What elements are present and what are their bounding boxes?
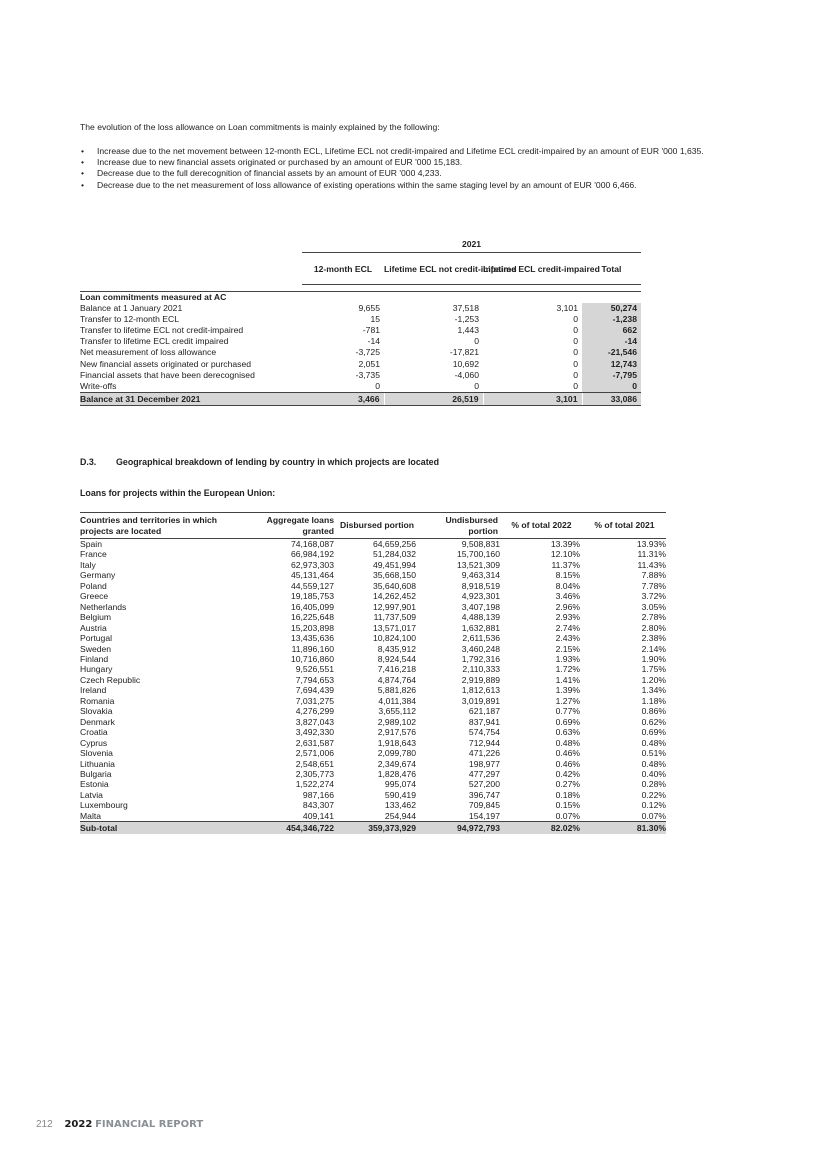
cell-value: -781: [362, 325, 380, 336]
cell-value: 8,924,544: [377, 653, 416, 664]
row-label: Financial assets that have been derecognised: [80, 369, 255, 380]
cell-value: -3,735: [355, 369, 380, 380]
cell-value: 2,099,780: [377, 748, 416, 759]
cell-value: 590,419: [384, 789, 416, 800]
cell-value: 0: [573, 314, 578, 325]
cell-value: 15,203,898: [290, 622, 334, 633]
year-header: 2021: [302, 236, 641, 253]
cell-value: 1,632,881: [461, 622, 500, 633]
country-name: Lithuania: [80, 758, 115, 769]
section-title: Geographical breakdown of lending by country in which projects are located: [116, 457, 440, 467]
cell-value: 2,571,006: [295, 748, 334, 759]
cell-value: 81.30%: [583, 822, 666, 835]
table-row: [80, 336, 641, 347]
cell-value: 0.69%: [641, 727, 666, 738]
cell-value: -3,725: [355, 347, 380, 358]
country-name: Finland: [80, 653, 109, 664]
subsection-heading: Loans for projects within the European Union:: [80, 488, 276, 498]
cell-value: 2,917,576: [377, 727, 416, 738]
cell-value: 3,827,043: [295, 716, 334, 727]
cell-value: 35,668,150: [372, 570, 416, 581]
country-name: Latvia: [80, 789, 103, 800]
cell-value: 13.93%: [636, 539, 666, 549]
table-row: [80, 769, 666, 779]
balance-row: [80, 392, 641, 405]
cell-value: -17,821: [449, 347, 479, 358]
row-label: Write-offs: [80, 380, 117, 391]
cell-value: 10,716,860: [290, 653, 334, 664]
cell-value: 4,276,299: [295, 706, 334, 717]
cell-value: 0.28%: [641, 779, 666, 790]
cell-value: -1,253: [454, 314, 479, 325]
cell-value: 13,435,636: [290, 633, 334, 644]
cell-value: 7.88%: [641, 570, 666, 581]
country-name: Croatia: [80, 727, 108, 738]
row-label: Transfer to 12-month ECL: [80, 314, 180, 325]
country-name: Estonia: [80, 779, 109, 790]
row-label: Balance at 1 January 2021: [80, 303, 183, 314]
table-row: [80, 717, 666, 727]
table-row: [80, 633, 666, 643]
table-row: [80, 314, 641, 325]
cell-value: -1,238: [582, 314, 641, 325]
cell-value: 154,197: [468, 810, 500, 821]
cell-value: 837,941: [468, 716, 500, 727]
country-name: Austria: [80, 622, 107, 633]
cell-value: 66,984,192: [290, 549, 334, 560]
section-label: Loan commitments measured at AC: [80, 292, 302, 304]
table-row: [80, 347, 641, 358]
cell-value: 0.07%: [641, 810, 666, 821]
cell-value: 8.04%: [555, 580, 580, 591]
cell-value: 0.40%: [641, 768, 666, 779]
cell-value: 662: [582, 325, 641, 336]
cell-value: 2,919,889: [461, 674, 500, 685]
cell-value: 9,526,551: [295, 664, 334, 675]
cell-value: 26,519: [384, 392, 483, 405]
column-header: Disbursed portion: [334, 513, 416, 539]
cell-value: 3,407,198: [461, 601, 500, 612]
cell-value: 0.48%: [641, 737, 666, 748]
table-row: [80, 779, 666, 789]
cell-value: 64,659,256: [372, 539, 416, 549]
cell-value: 0: [573, 369, 578, 380]
cell-value: 995,074: [384, 779, 416, 790]
cell-value: 198,977: [468, 758, 500, 769]
cell-value: 527,200: [468, 779, 500, 790]
cell-value: 7,031,275: [295, 695, 334, 706]
cell-value: 0: [573, 358, 578, 369]
cell-value: 62,973,303: [290, 559, 334, 570]
cell-value: 44,559,127: [290, 580, 334, 591]
cell-value: 2.15%: [555, 643, 580, 654]
row-label: Balance at 31 December 2021: [80, 392, 302, 405]
cell-value: 1.75%: [641, 664, 666, 675]
cell-value: 16,225,648: [290, 612, 334, 623]
cell-value: 2,631,587: [295, 737, 334, 748]
cell-value: 11.31%: [637, 549, 666, 560]
cell-value: -7,795: [582, 370, 641, 381]
cell-value: 50,274: [582, 303, 641, 314]
cell-value: 574,754: [468, 727, 500, 738]
cell-value: 7,794,653: [295, 674, 334, 685]
cell-value: 987,166: [302, 789, 334, 800]
cell-value: 2.14%: [641, 643, 666, 654]
cell-value: 0.07%: [555, 810, 580, 821]
cell-value: 0: [573, 325, 578, 336]
cell-value: 4,011,384: [378, 695, 416, 706]
country-name: Slovakia: [80, 706, 113, 717]
cell-value: 2,051: [358, 358, 380, 369]
cell-value: 7.78%: [641, 580, 666, 591]
cell-value: 51,284,032: [372, 549, 416, 560]
cell-value: 12,743: [582, 359, 641, 370]
table-row: [80, 623, 666, 633]
table-row: [80, 612, 666, 622]
column-header: Lifetime ECL not credit-impaired: [384, 253, 483, 285]
country-name: Portugal: [80, 633, 113, 644]
table-row: [80, 800, 666, 810]
cell-value: 1,918,643: [377, 737, 416, 748]
cell-value: 15: [370, 314, 380, 325]
cell-value: 3.72%: [641, 591, 666, 602]
cell-value: 9,508,831: [461, 539, 500, 549]
country-name: Poland: [80, 580, 107, 591]
column-header: Aggregate loans granted: [250, 513, 334, 539]
cell-value: 0.62%: [641, 716, 666, 727]
loss-allowance-table: [80, 236, 641, 406]
cell-value: 1.20%: [641, 674, 666, 685]
cell-value: 0: [474, 380, 479, 391]
cell-value: 94,972,793: [416, 822, 500, 835]
cell-value: 13,571,017: [372, 622, 416, 633]
column-header: Countries and territories in which projects are located: [80, 513, 250, 539]
cell-value: 0.48%: [555, 737, 580, 748]
subtotal-row: [80, 822, 666, 835]
row-label: Transfer to lifetime ECL credit impaired: [80, 336, 229, 347]
cell-value: 0: [474, 336, 479, 347]
cell-value: 0.18%: [555, 789, 580, 800]
cell-value: 1,828,476: [377, 768, 416, 779]
table-row: [80, 748, 666, 758]
cell-value: 33,086: [582, 392, 641, 405]
cell-value: 3,019,891: [461, 695, 500, 706]
cell-value: 254,944: [384, 810, 416, 821]
country-name: Belgium: [80, 612, 112, 623]
cell-value: 5,881,826: [377, 685, 416, 696]
table-row: [80, 560, 666, 570]
cell-value: 10,824,100: [372, 633, 416, 644]
cell-value: 3,101: [483, 392, 582, 405]
column-header: 12-month ECL: [302, 253, 384, 285]
bullet-icon: •: [81, 168, 85, 179]
bullet-item: • Decrease due to the net measurement of loss allowance of existing operations within the same staging level by an amount of EUR '000 6,466.: [81, 179, 637, 190]
cell-value: 2.93%: [555, 612, 580, 623]
country-name: Spain: [80, 539, 102, 549]
cell-value: 1.90%: [641, 653, 666, 664]
cell-value: 0.46%: [555, 748, 580, 759]
country-name: Germany: [80, 570, 116, 581]
cell-value: 74,168,087: [290, 539, 334, 549]
cell-value: 11,896,160: [291, 643, 334, 654]
cell-value: -14: [367, 336, 380, 347]
table-row: [80, 644, 666, 654]
cell-value: 2.78%: [641, 612, 666, 623]
country-name: Malta: [80, 810, 102, 821]
cell-value: 0: [582, 381, 641, 393]
table-row: [80, 675, 666, 685]
report-title: FINANCIAL REPORT: [95, 1119, 204, 1130]
cell-value: 1,812,613: [461, 685, 500, 696]
cell-value: 843,307: [302, 800, 334, 811]
intro-text: The evolution of the loss allowance on Loan commitments is mainly explained by the following:: [80, 122, 440, 132]
cell-value: 0: [573, 347, 578, 358]
cell-value: 396,747: [468, 789, 500, 800]
cell-value: 2.96%: [555, 601, 580, 612]
column-header: Lifetime ECL credit-impaired: [483, 253, 582, 285]
cell-value: 2,349,674: [377, 758, 416, 769]
cell-value: 4,874,764: [377, 674, 416, 685]
cell-value: 2,305,773: [295, 768, 334, 779]
table-row: [80, 602, 666, 612]
column-header: % of total 2021: [583, 513, 666, 539]
cell-value: 0.69%: [555, 716, 580, 727]
cell-value: 10,692: [452, 358, 479, 369]
cell-value: 1.41%: [555, 674, 580, 685]
table-row: [80, 581, 666, 591]
table-row: [80, 706, 666, 716]
cell-value: 3,101: [556, 303, 578, 314]
cell-value: 11.43%: [637, 559, 666, 570]
row-label: New financial assets originated or purchased: [80, 358, 252, 369]
country-name: Slovenia: [80, 748, 113, 759]
row-label: Net measurement of loss allowance: [80, 347, 217, 358]
cell-value: 0.15%: [555, 800, 580, 811]
country-name: Netherlands: [80, 601, 127, 612]
cell-value: 4,488,139: [461, 612, 500, 623]
bullet-item: • Increase due to the net movement between 12-month ECL, Lifetime ECL not credit-impaired and Lifetime ECL credit-impaired by an amount of EUR '000 1,635.: [81, 146, 704, 156]
table-row: [80, 549, 666, 559]
table-row: [80, 727, 666, 737]
section-heading: [80, 457, 439, 467]
cell-value: 359,373,929: [334, 822, 416, 835]
bullet-icon: •: [81, 146, 85, 156]
cell-value: 1.18%: [641, 695, 666, 706]
country-name: Czech Republic: [80, 674, 141, 685]
cell-value: 0: [573, 336, 578, 347]
cell-value: 8.15%: [555, 570, 580, 581]
table-row: [80, 685, 666, 695]
cell-value: 0.51%: [641, 748, 666, 759]
cell-value: 471,226: [468, 748, 500, 759]
bullet-icon: •: [81, 179, 85, 190]
cell-value: 0: [375, 380, 380, 391]
cell-value: 49,451,994: [372, 559, 416, 570]
cell-value: 3,460,248: [461, 643, 500, 654]
section-number: D.3.: [80, 457, 97, 467]
cell-value: 3.05%: [641, 601, 666, 612]
table-row: [80, 738, 666, 748]
table-row: [80, 790, 666, 800]
report-year: 2022: [64, 1119, 93, 1130]
table-row: [80, 325, 641, 336]
cell-value: 14,262,452: [372, 591, 416, 602]
cell-value: 13,521,309: [456, 559, 500, 570]
column-header: Undisbursed portion: [416, 513, 500, 539]
table-row: [80, 303, 641, 314]
country-name: Greece: [80, 591, 109, 602]
table-row: [80, 381, 641, 393]
cell-value: 2.74%: [555, 622, 580, 633]
cell-value: 7,416,218: [377, 664, 416, 675]
cell-value: 2.80%: [641, 622, 666, 633]
row-label: Transfer to lifetime ECL not credit-impaired: [80, 325, 244, 336]
cell-value: 7,694,439: [295, 685, 334, 696]
country-name: Romania: [80, 695, 115, 706]
table-row: [80, 664, 666, 674]
cell-value: 0.12%: [641, 800, 666, 811]
cell-value: 82.02%: [500, 822, 583, 835]
cell-value: 712,944: [468, 737, 500, 748]
page-footer: [36, 1119, 203, 1130]
country-name: Ireland: [80, 685, 107, 696]
cell-value: 1,792,316: [461, 653, 500, 664]
cell-value: 15,700,160: [456, 549, 500, 560]
column-header: Total: [582, 253, 641, 285]
cell-value: 12,997,901: [372, 601, 416, 612]
cell-value: 2.38%: [641, 633, 666, 644]
cell-value: 0.27%: [555, 779, 580, 790]
cell-value: 45,131,464: [290, 570, 334, 581]
country-name: Sweden: [80, 643, 112, 654]
cell-value: -4,060: [454, 369, 479, 380]
cell-value: 709,845: [468, 800, 500, 811]
cell-value: 11.37%: [551, 559, 580, 570]
table-row: [80, 370, 641, 381]
table-row: [80, 591, 666, 601]
country-loans-table: [80, 512, 666, 834]
bullet-item: • Decrease due to the full derecognition of financial assets by an amount of EUR '000 4,233.: [81, 168, 442, 179]
cell-value: 2,611,536: [462, 633, 500, 644]
cell-value: 2,989,102: [377, 716, 416, 727]
cell-value: 3.46%: [555, 591, 580, 602]
cell-value: 3,492,330: [295, 727, 334, 738]
cell-value: 1,522,274: [295, 779, 334, 790]
cell-value: 11,737,509: [373, 612, 416, 623]
column-header: % of total 2022: [500, 513, 583, 539]
cell-value: 2.43%: [555, 633, 580, 644]
cell-value: 1.27%: [555, 695, 580, 706]
country-name: France: [80, 549, 107, 560]
table-row: [80, 539, 666, 550]
cell-value: 0.86%: [641, 706, 666, 717]
country-name: Hungary: [80, 664, 113, 675]
cell-value: 1.72%: [555, 664, 580, 675]
cell-value: 0.77%: [555, 706, 580, 717]
country-name: Bulgaria: [80, 768, 112, 779]
table-row: [80, 570, 666, 580]
cell-value: 1.34%: [641, 685, 666, 696]
table-row: [80, 696, 666, 706]
cell-value: 9,463,314: [461, 570, 500, 581]
bullet-list: [80, 146, 730, 191]
page-number: 212: [36, 1119, 53, 1130]
table-row: [80, 654, 666, 664]
bullet-item: • Increase due to new financial assets originated or purchased by an amount of EUR '000 15,183.: [81, 157, 463, 168]
cell-value: 35,640,608: [372, 580, 416, 591]
cell-value: 8,435,912: [377, 643, 416, 654]
country-name: Italy: [80, 559, 96, 570]
table-row: [80, 359, 641, 370]
cell-value: 19,185,753: [290, 591, 334, 602]
cell-value: 16,405,099: [290, 601, 334, 612]
cell-value: 8,918,519: [461, 580, 500, 591]
cell-value: 37,518: [452, 303, 479, 314]
bullet-icon: •: [81, 157, 85, 168]
cell-value: 0.63%: [555, 727, 580, 738]
cell-value: 0: [573, 380, 578, 391]
table-row: [80, 759, 666, 769]
cell-value: 4,923,301: [461, 591, 500, 602]
cell-value: 3,655,112: [378, 706, 416, 717]
cell-value: 0.22%: [641, 789, 666, 800]
cell-value: 0.46%: [555, 758, 580, 769]
cell-value: 477,297: [468, 768, 500, 779]
cell-value: 12.10%: [550, 549, 580, 560]
cell-value: -21,546: [582, 347, 641, 358]
cell-value: 1.93%: [555, 653, 580, 664]
cell-value: 9,655: [358, 303, 380, 314]
cell-value: 133,462: [384, 800, 416, 811]
cell-value: 0.48%: [641, 758, 666, 769]
cell-value: 409,141: [302, 810, 334, 821]
country-name: Denmark: [80, 716, 115, 727]
country-name: Cyprus: [80, 737, 108, 748]
cell-value: 3,466: [302, 392, 384, 405]
cell-value: 1.39%: [555, 685, 580, 696]
cell-value: -14: [582, 336, 641, 347]
cell-value: 2,110,333: [462, 664, 500, 675]
cell-value: 621,187: [468, 706, 500, 717]
country-name: Luxembourg: [80, 800, 128, 811]
table-row: [80, 811, 666, 822]
cell-value: 1,443: [457, 325, 479, 336]
cell-value: Sub-total: [80, 822, 250, 835]
cell-value: 13.39%: [550, 539, 580, 549]
cell-value: 0.42%: [555, 768, 580, 779]
cell-value: 454,346,722: [250, 822, 334, 835]
cell-value: 2,548,651: [295, 758, 334, 769]
